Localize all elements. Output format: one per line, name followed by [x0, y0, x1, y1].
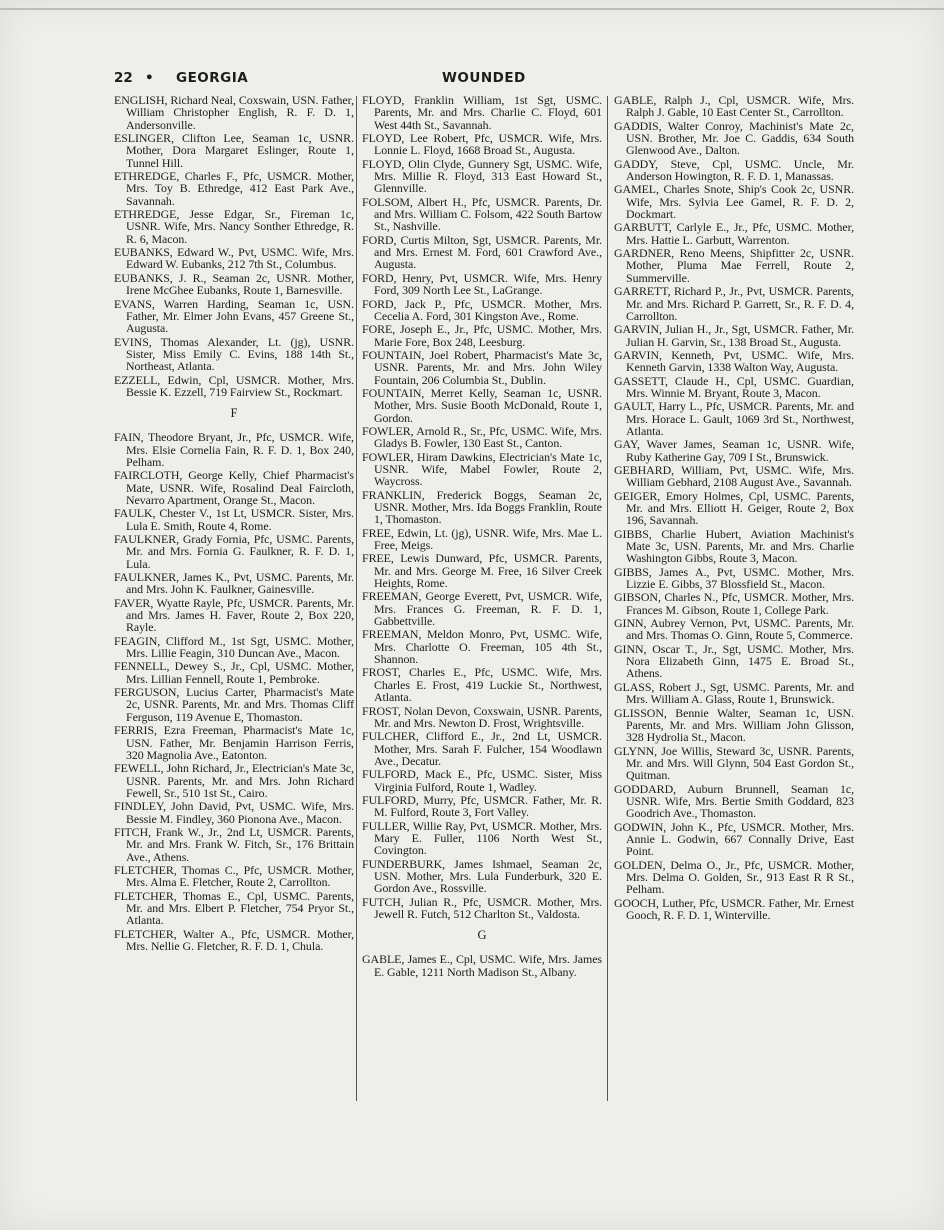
casualty-entry: FOUNTAIN, Merret Kelly, Seaman 1c, USNR. Mother, Mrs. Susie Booth McDonald, Route 1, Gordon.	[362, 385, 602, 425]
casualty-entry: FOWLER, Arnold R., Sr., Pfc, USMC. Wife, Mrs. Gladys B. Fowler, 130 East St., Canton.	[362, 423, 602, 451]
casualty-entry: EUBANKS, J. R., Seaman 2c, USNR. Mother, Irene McGhee Eubanks, Route 1, Barnesville.	[114, 270, 354, 298]
casualty-entry: GIBBS, Charlie Hubert, Aviation Machinist's Mate 3c, USN. Parents, Mr. and Mrs. Charlie Washington Gibbs, Route 3, Macon.	[614, 526, 854, 566]
casualty-entry: FROST, Charles E., Pfc, USMC. Wife, Mrs. Charles E. Frost, 419 Luckie St., Northwest, Atlanta.	[362, 665, 602, 705]
casualty-entry: GARVIN, Julian H., Jr., Sgt, USMCR. Father, Mr. Julian H. Garvin, Sr., 138 Broad St., Augusta.	[614, 322, 854, 349]
casualty-entry: GARDNER, Reno Meens, Shipfitter 2c, USNR. Mother, Pluma Mae Ferrell, Route 2, Summerville.	[614, 246, 854, 285]
casualty-entry: ETHREDGE, Jesse Edgar, Sr., Fireman 1c, USNR. Wife, Mrs. Nancy Sonther Ethredge, R. R. 6, Macon.	[114, 207, 354, 246]
casualty-entry: GINN, Aubrey Vernon, Pvt, USMC. Parents, Mr. and Mrs. Thomas O. Ginn, Route 5, Commerce.	[614, 616, 854, 643]
letter-heading: G	[477, 928, 487, 943]
casualty-entry: FAIN, Theodore Bryant, Jr., Pfc, USMCR. Wife, Mrs. Elsie Cornelia Fain, R. F. D. 1, Box 240, Pelham.	[114, 430, 354, 469]
casualty-entry: GLYNN, Joe Willis, Steward 3c, USNR. Parents, Mr. and Mrs. Will Glynn, 504 East Gordon St., Quitman.	[614, 743, 854, 783]
casualty-entry: GOLDEN, Delma O., Jr., Pfc, USMCR. Mother, Mrs. Delma O. Golden, Sr., 913 East R R St., Pelham.	[614, 857, 854, 897]
casualty-entry: GARRETT, Richard P., Jr., Pvt, USMCR. Parents, Mr. and Mrs. Richard P. Garrett, Sr., R. F. D. 4, Carrollton.	[614, 284, 854, 323]
casualty-entry: GAMEL, Charles Snote, Ship's Cook 2c, USNR. Wife, Mrs. Sylvia Lee Gamel, R. F. D. 2, Dockmart.	[614, 182, 854, 222]
casualty-entry: GODDARD, Auburn Brunnell, Seaman 1c, USNR. Wife, Mrs. Bertie Smith Goddard, 823 Goodrich Ave., Thomaston.	[614, 781, 854, 821]
casualty-entry: FOUNTAIN, Joel Robert, Pharmacist's Mate 3c, USNR. Parents, Mr. and Mrs. John Wiley Fountain, 206 Columbia St., Dublin.	[362, 347, 602, 387]
casualty-entry: GEIGER, Emory Holmes, Cpl, USMC. Parents, Mr. and Mrs. Elliott H. Geiger, Route 2, Box 196, Savannah.	[614, 488, 854, 528]
casualty-entry: FERGUSON, Lucius Carter, Pharmacist's Mate 2c, USNR. Parents, Mr. and Mrs. Thomas Cliff Ferguson, 119 Avenue E, Thomaston.	[114, 685, 354, 724]
casualty-entry: GLISSON, Bennie Walter, Seaman 1c, USN. Parents, Mr. and Mrs. William John Glisson, 328 Hydrolia St., Macon.	[614, 705, 854, 745]
page-number: 22	[114, 70, 133, 86]
casualty-entry: FLETCHER, Walter A., Pfc, USMCR. Mother, Mrs. Nellie G. Fletcher, R. F. D. 1, Chula.	[114, 926, 354, 953]
casualty-entry: FAULKNER, Grady Fornia, Pfc, USMC. Parents, Mr. and Mrs. Fornia G. Faulkner, R. F. D. 1, Lula.	[114, 532, 354, 571]
casualty-entry: FEWELL, John Richard, Jr., Electrician's Mate 3c, USNR. Parents, Mr. and Mrs. John Richard Fewell, Sr., 510 1st St., Cairo.	[114, 761, 354, 800]
casualty-entry: FOWLER, Hiram Dawkins, Electrician's Mate 1c, USNR. Wife, Mabel Fowler, Route 2, Waycross.	[362, 449, 602, 489]
casualty-entry: GADDIS, Walter Conroy, Machinist's Mate 2c, USN. Brother, Mr. Joe C. Gaddis, 634 South Glenwood Ave., Dalton.	[614, 118, 854, 158]
casualty-entry: GIBSON, Charles N., Pfc, USMCR. Mother, Mrs. Frances M. Gibson, Route 1, College Park.	[614, 590, 854, 617]
casualty-entry: GINN, Oscar T., Jr., Sgt, USMC. Mother, Mrs. Nora Elizabeth Ginn, 1475 E. Broad St., Athens.	[614, 641, 854, 681]
casualty-entry: FORE, Joseph E., Jr., Pfc, USMC. Mother, Mrs. Marie Fore, Box 248, Leesburg.	[362, 322, 602, 349]
casualty-entry: ETHREDGE, Charles F., Pfc, USMCR. Mother, Mrs. Toy B. Ethredge, 412 East Park Ave., Savannah.	[114, 169, 354, 208]
casualty-entry: GABLE, Ralph J., Cpl, USMCR. Wife, Mrs. Ralph J. Gable, 10 East Center St., Carrollton.	[614, 93, 854, 120]
casualty-entry: FINDLEY, John David, Pvt, USMC. Wife, Mrs. Bessie M. Findley, 360 Pionona Ave., Macon.	[114, 799, 354, 826]
casualty-entry: GABLE, James E., Cpl, USMC. Wife, Mrs. James E. Gable, 1211 North Madison St., Albany.	[362, 952, 602, 979]
casualty-entry: FOLSOM, Albert H., Pfc, USMCR. Parents, Dr. and Mrs. William C. Folsom, 422 South Bartow St., Nashville.	[362, 194, 602, 234]
section-title: WOUNDED	[442, 70, 526, 86]
casualty-entry: FAIRCLOTH, George Kelly, Chief Pharmacist's Mate, USNR. Wife, Rosalind Deal Faircloth, Nevarro Apartment, Orange St., Macon.	[114, 468, 354, 507]
column-2	[362, 94, 602, 979]
casualty-entry: GASSETT, Claude H., Cpl, USMC. Guardian, Mrs. Winnie M. Bryant, Route 3, Macon.	[614, 373, 854, 400]
casualty-entry: FORD, Jack P., Pfc, USMCR. Mother, Mrs. Cecelia A. Ford, 301 Kingston Ave., Rome.	[362, 296, 602, 323]
header-bullet: •	[145, 70, 154, 86]
casualty-entry: EVANS, Warren Harding, Seaman 1c, USN. Father, Mr. Elmer John Evans, 457 Greene St., Augusta.	[114, 296, 354, 336]
casualty-entry: FUTCH, Julian R., Pfc, USMCR. Mother, Mrs. Jewell R. Futch, 512 Charlton St., Valdosta.	[362, 894, 602, 921]
casualty-entry: GEBHARD, William, Pvt, USMC. Wife, Mrs. William Gebhard, 2108 August Ave., Savannah.	[614, 462, 854, 490]
casualty-entry: FREEMAN, George Everett, Pvt, USMCR. Wife, Mrs. Frances G. Freeman, R. F. D. 1, Gabbettville.	[362, 589, 602, 629]
casualty-entry: ENGLISH, Richard Neal, Coxswain, USN. Father, William Christopher English, R. F. D. 1, Andersonville.	[114, 93, 354, 132]
letter-heading: F	[230, 406, 238, 421]
casualty-entry: FULLER, Willie Ray, Pvt, USMCR. Mother, Mrs. Mary E. Fuller, 1106 North West St., Covington.	[362, 818, 602, 858]
casualty-entry: FAVER, Wyatte Rayle, Pfc, USMCR. Parents, Mr. and Mrs. James H. Faver, Route 2, Box 220, Rayle.	[114, 595, 354, 635]
casualty-entry: FREE, Edwin, Lt. (jg), USNR. Wife, Mrs. Mae L. Free, Meigs.	[362, 525, 602, 553]
casualty-entry: GODWIN, John K., Pfc, USMCR. Mother, Mrs. Annie L. Godwin, 667 Connally Drive, East Point.	[614, 819, 854, 859]
casualty-entry: GIBBS, James A., Pvt, USMC. Mother, Mrs. Lizzie E. Gibbs, 37 Blossfield St., Macon.	[614, 564, 854, 592]
page-header	[114, 70, 854, 90]
casualty-entry: FULFORD, Mack E., Pfc, USMC. Sister, Miss Virginia Fulford, Route 1, Wadley.	[362, 767, 602, 794]
casualty-entry: GOOCH, Luther, Pfc, USMCR. Father, Mr. Ernest Gooch, R. F. D. 1, Winterville.	[614, 895, 854, 922]
casualty-entry: FENNELL, Dewey S., Jr., Cpl, USMC. Mother, Mrs. Lillian Fennell, Route 1, Pembroke.	[114, 659, 354, 686]
casualty-entry: FLOYD, Franklin William, 1st Sgt, USMC. Parents, Mr. and Mrs. Charlie C. Floyd, 601 West 44th St., Savannah.	[362, 93, 602, 132]
casualty-entry: FERRIS, Ezra Freeman, Pharmacist's Mate 1c, USN. Father, Mr. Benjamin Harrison Ferris, 320 Magnolia Ave., Eatonton.	[114, 723, 354, 762]
casualty-entry: FEAGIN, Clifford M., 1st Sgt, USMC. Mother, Mrs. Lillie Feagin, 310 Duncan Ave., Macon.	[114, 633, 354, 661]
casualty-entry: GARBUTT, Carlyle E., Jr., Pfc, USMC. Mother, Mrs. Hattie L. Garbutt, Warrenton.	[614, 220, 854, 247]
casualty-entry: EVINS, Thomas Alexander, Lt. (jg), USNR. Sister, Miss Emily C. Evins, 188 14th St., Northeast, Atlanta.	[114, 334, 354, 374]
column-1	[114, 94, 354, 953]
casualty-entry: FORD, Henry, Pvt, USMCR. Wife, Mrs. Henry Ford, 309 North Lee St., LaGrange.	[362, 270, 602, 298]
casualty-entry: FAULK, Chester V., 1st Lt, USMCR. Sister, Mrs. Lula E. Smith, Route 4, Rome.	[114, 506, 354, 533]
casualty-entry: GAULT, Harry L., Pfc, USMCR. Parents, Mr. and Mrs. Horace L. Gault, 1069 3rd St., Northwest, Atlanta.	[614, 399, 854, 438]
casualty-entry: FRANKLIN, Frederick Boggs, Seaman 2c, USNR. Mother, Mrs. Ida Boggs Franklin, Route 1, Thomaston.	[362, 487, 602, 527]
casualty-entry: GAY, Waver James, Seaman 1c, USNR. Wife, Ruby Katherine Gay, 709 I St., Brunswick.	[614, 437, 854, 464]
casualty-entry: FLOYD, Olin Clyde, Gunnery Sgt, USMC. Wife, Mrs. Millie R. Floyd, 313 East Howard St., Glennville.	[362, 156, 602, 196]
column-3	[614, 94, 854, 922]
casualty-entry: FROST, Nolan Devon, Coxswain, USNR. Parents, Mr. and Mrs. Newton D. Frost, Wrightsville.	[362, 703, 602, 730]
state-title: GEORGIA	[176, 70, 249, 86]
casualty-entry: FUNDERBURK, James Ishmael, Seaman 2c, USN. Mother, Mrs. Lula Funderburk, 320 E. Gordon Ave., Rossville.	[362, 856, 602, 896]
page-edge-line	[0, 8, 944, 10]
casualty-entry: EUBANKS, Edward W., Pvt, USMC. Wife, Mrs. Edward W. Eubanks, 212 7th St., Columbus.	[114, 245, 354, 272]
casualty-entry: FULCHER, Clifford E., Jr., 2nd Lt, USMCR. Mother, Mrs. Sarah F. Fulcher, 154 Woodlawn Ave., Decatur.	[362, 729, 602, 768]
casualty-entry: FLOYD, Lee Robert, Pfc, USMCR. Wife, Mrs. Lonnie L. Floyd, 1668 Broad St., Augusta.	[362, 131, 602, 158]
casualty-entry: FORD, Curtis Milton, Sgt, USMCR. Parents, Mr. and Mrs. Ernest M. Ford, 601 Crawford Ave., Augusta.	[362, 232, 602, 272]
casualty-entry: EZZELL, Edwin, Cpl, USMCR. Mother, Mrs. Bessie K. Ezzell, 719 Fairview St., Rockmart.	[114, 372, 354, 399]
casualty-entry: FLETCHER, Thomas E., Cpl, USMC. Parents, Mr. and Mrs. Elbert P. Fletcher, 754 Pryor St., Atlanta.	[114, 888, 354, 928]
casualty-entry: ESLINGER, Clifton Lee, Seaman 1c, USNR. Mother, Dora Margaret Eslinger, Route 1, Tunnel Hill.	[114, 131, 354, 170]
casualty-entry: FREEMAN, Meldon Monro, Pvt, USMC. Wife, Mrs. Charlotte O. Freeman, 105 4th St., Shannon.	[362, 627, 602, 667]
casualty-entry: FREE, Lewis Dunward, Pfc, USMCR. Parents, Mr. and Mrs. George M. Free, 16 Silver Creek Heights, Rome.	[362, 551, 602, 591]
column-divider	[356, 96, 357, 1101]
casualty-entry: GLASS, Robert J., Sgt, USMC. Parents, Mr. and Mrs. William A. Glass, Route 1, Brunswick.	[614, 679, 854, 707]
column-divider	[607, 96, 608, 1101]
casualty-entry: FULFORD, Murry, Pfc, USMCR. Father, Mr. R. M. Fulford, Route 3, Fort Valley.	[362, 792, 602, 820]
casualty-entry: FITCH, Frank W., Jr., 2nd Lt, USMCR. Parents, Mr. and Mrs. Frank W. Fitch, Sr., 176 Brittain Ave., Athens.	[114, 824, 354, 864]
casualty-entry: GADDY, Steve, Cpl, USMC. Uncle, Mr. Anderson Howington, R. F. D. 1, Manassas.	[614, 156, 854, 184]
casualty-entry: FLETCHER, Thomas C., Pfc, USMCR. Mother, Mrs. Alma E. Fletcher, Route 2, Carrollton.	[114, 862, 354, 890]
casualty-entry: FAULKNER, James K., Pvt, USMC. Parents, Mr. and Mrs. John K. Faulkner, Gainesville.	[114, 570, 354, 597]
casualty-entry: GARVIN, Kenneth, Pvt, USMC. Wife, Mrs. Kenneth Garvin, 1338 Walton Way, Augusta.	[614, 347, 854, 375]
